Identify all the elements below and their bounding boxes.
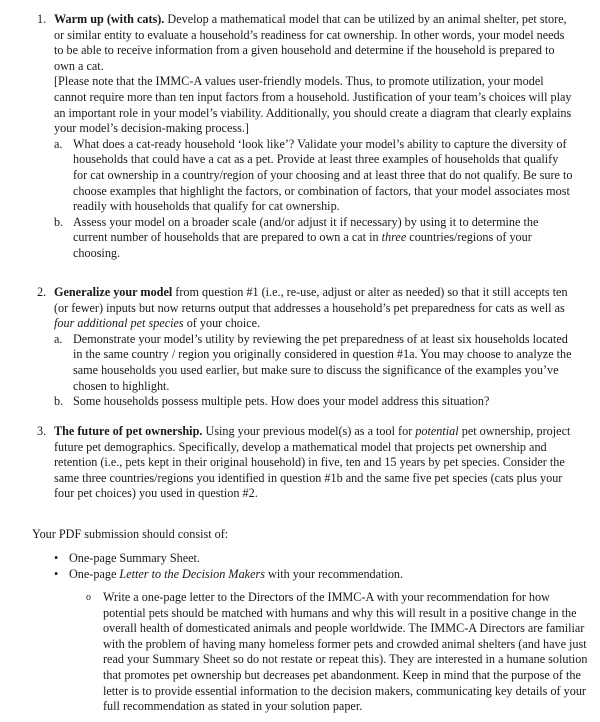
bullet-icon: • [54,567,59,581]
question-text: Generalize your model from question #1 (i.e., re-use, adjust or alter as needed) so that it still accepts ten (or fewer) inputs but now returns output that addresses a household’s pet preparedness for cats as well as four additional pet species of your choice. [54,285,568,331]
question-number: 3. [37,424,47,438]
submission-bullet-letter: • One-page Letter to the Decision Makers with your recommendation. [54,567,404,581]
sub-label: b. [54,214,64,229]
question-title: Generalize your model [54,285,173,299]
sub-question-2b: b. Some households possess multiple pets. How does your model address this situation? [54,394,490,409]
question-number: 2. [37,285,47,299]
sub-label: a. [54,136,63,151]
submission-intro: Your PDF submission should consist of: [32,527,229,541]
question-number: 1. [37,12,47,26]
submission-bullet-summary: • One-page Summary Sheet. [54,551,200,565]
question-text: The future of pet ownership. Using your previous model(s) as a tool for potential pet ownership, project future pet demographics. Specifically, develop a mathematical model that projects pet ownership and retention (i.e., pets kept in their original household) in five, ten and 15 years by pet species. Consider the same three countries/regions you identified in question #1b and the same five pet species (cats plus your four pet choices) you used in question #2. [54,424,571,501]
question-title: Warm up (with cats). [54,12,165,26]
bullet-icon: • [54,551,59,565]
question-title: The future of pet ownership. [54,424,203,438]
sub-label: b. [54,394,64,409]
question-text: Warm up (with cats). Develop a mathematical model that can be utilized by an animal shelter, pet store, or similar entity to evaluate a household’s readiness for cat ownership. In other words, your model needs to be able to receive information from a given household and determine if the household is prepared to own a cat. [54,12,567,73]
sub-question-1a: a. What does a cat-ready household ‘look like’? Validate your model’s ability to capture the diversity of households that could have a cat as a pet. Provide at least three examples of households that qualify for cat ownership in a country/region of your choosing and at least three that do not qualify. Be sure to choose examples that highlight the factors, or combination of factors, that your model associates most readily with households that qualify for cat ownership. [54,136,573,214]
sub-question-2a: a. Demonstrate your model’s utility by reviewing the pet preparedness of at least six households located in the same country / region you originally considered in question #1a. You may choose to analyze the same households you used earlier, but make sure to discuss the significance of the examples you’ve chosen to highlight. [54,331,572,393]
circle-bullet-icon: o [86,592,91,603]
sub-question-1b: b. Assess your model on a broader scale (and/or adjust it if necessary) by using it to determine the current number of households that are prepared to own a cat in three countries/regions of your choosing. [54,214,539,260]
question-note: [Please note that the IMMC-A values user-friendly models. Thus, to promote utilization, your model cannot require more than ten input factors from a household. Justification of your team’s choices will play an important role in your model’s viability. Additionally, you should create a diagram that clearly explains your model’s decision-making process.] [54,74,572,136]
letter-instructions: o Write a one-page letter to the Directors of the IMMC-A with your recommendation for how potential pets should be matched with humans and why this will result in a positive change in the overall health of domesticated animals and people worldwide. The IMMC-A Directors are familiar with the problem of having many homeless former pets and crowded animal shelters (and have just read your Summary Sheet so do not restate or repeat this). They are interested in a humane solution that promotes pet ownership but decreases pet abandonment. Keep in mind that the purpose of the letter is to provide essential information to the decision makers, communicating key details of your full recommendation as stated in your solution paper. [86,590,588,714]
sub-label: a. [54,331,63,346]
